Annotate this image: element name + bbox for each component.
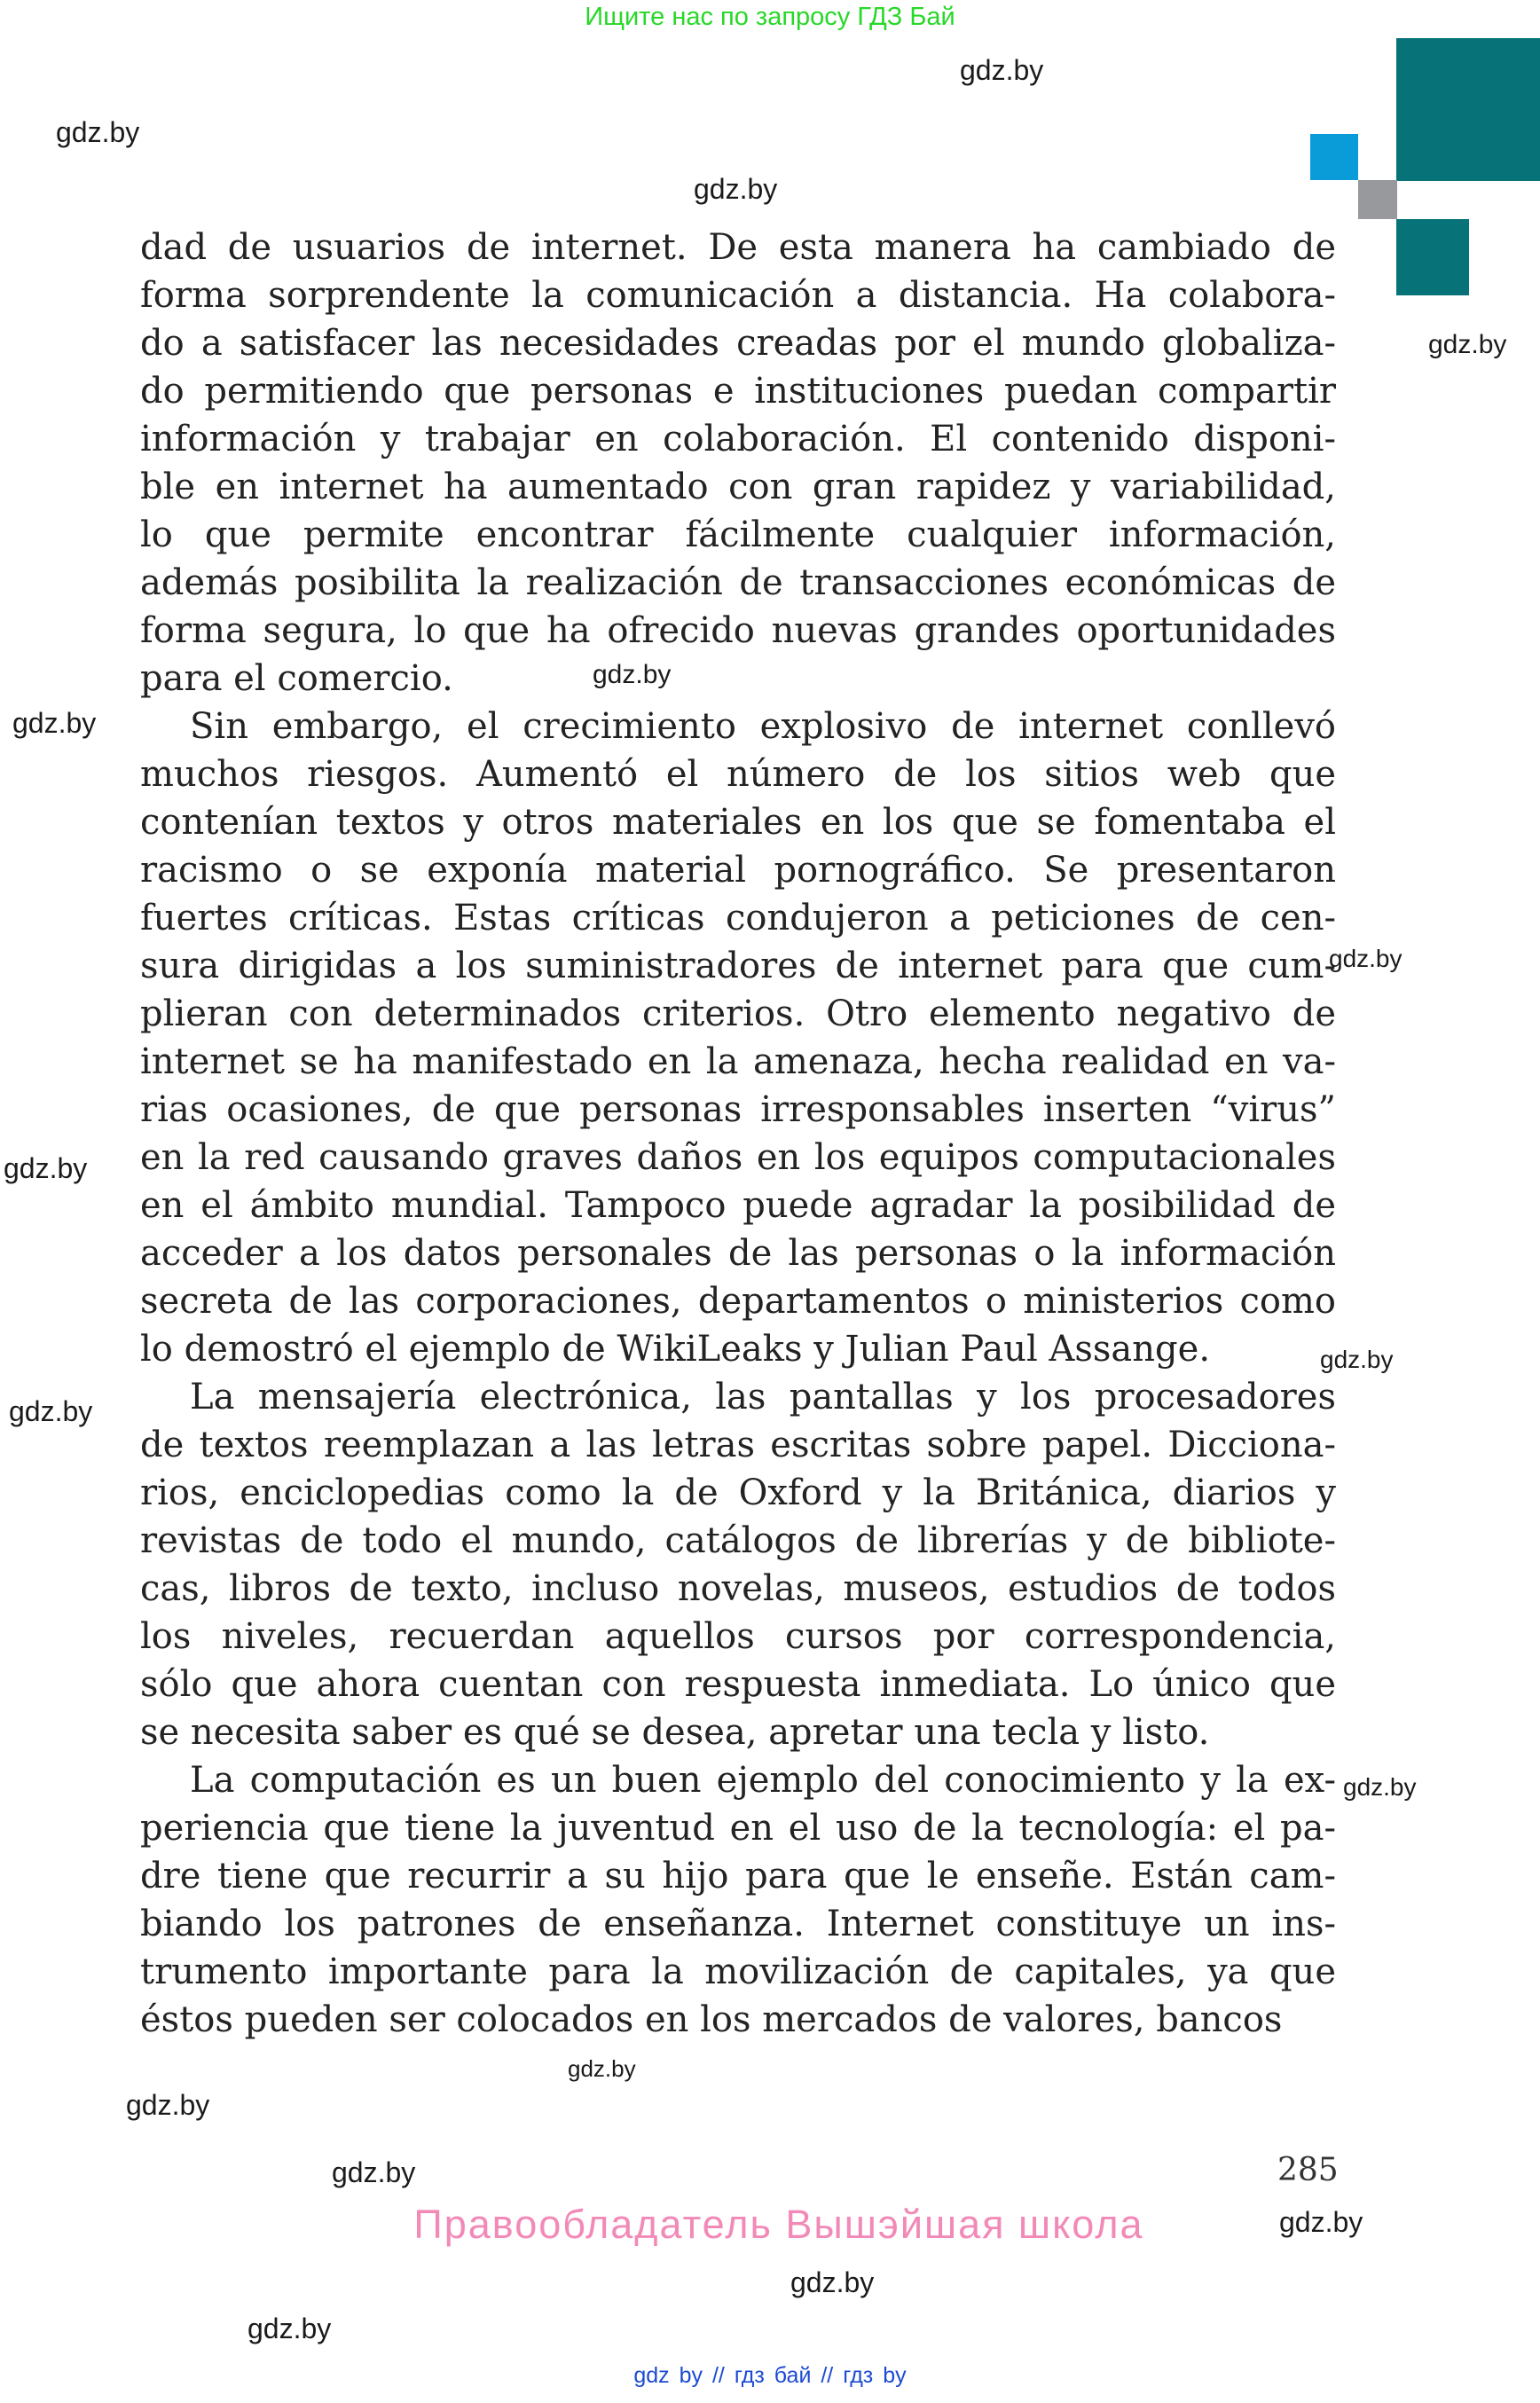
body-line: secreta de las corporaciones, departamentos o ministerios como (140, 1281, 1336, 1322)
copyright-notice: Правообладатель Вышэйшая школа (413, 2202, 1144, 2247)
body-line: internet se ha manifestado en la amenaza, hecha realidad en va- (140, 1041, 1336, 1082)
body-line: biando los patrones de enseñanza. Internet constituye un ins- (140, 1904, 1336, 1944)
watermark: gdz.by (12, 707, 97, 739)
watermark: gdz.by (960, 54, 1044, 86)
body-line: además posibilita la realización de transacciones económicas de (140, 562, 1336, 603)
body-line: lo que permite encontrar fácilmente cualquier información, (140, 514, 1336, 555)
body-line: sólo que ahora cuentan con respuesta inmediata. Lo único que (140, 1664, 1336, 1705)
body-line: forma sorprendente la comunicación a distancia. Ha colabora- (140, 275, 1336, 316)
body-line: dad de usuarios de internet. De esta manera ha cambiado de (140, 227, 1336, 268)
body-line: se necesita saber es qué se desea, apretar una tecla y listo. (140, 1712, 1210, 1753)
body-line: plieran con determinados criterios. Otro elemento negativo de (140, 993, 1336, 1034)
decor-square-teal-small (1396, 219, 1469, 295)
body-line: ble en internet ha aumentado con gran rapidez y variabilidad, (140, 467, 1336, 507)
watermark: gdz.by (126, 2089, 210, 2121)
decor-square-gray (1358, 180, 1397, 219)
body-line: lo demostró el ejemplo de WikiLeaks y Julian Paul Assange. (140, 1329, 1211, 1370)
body-line: dre tiene que recurrir a su hijo para que le enseñe. Están cam- (140, 1856, 1336, 1896)
watermark: gdz.by (1428, 330, 1507, 359)
body-line: La mensajería electrónica, las pantallas y los procesadores (190, 1377, 1336, 1417)
body-line: trumento importante para la movilización de capitales, ya que (140, 1951, 1336, 1992)
body-line: racismo o se exponía material pornográfico. Se presentaron (140, 850, 1336, 891)
body-line: rias ocasiones, de que personas irresponsables inserten “virus” (140, 1089, 1336, 1130)
decor-square-teal-large (1396, 38, 1540, 181)
watermark: gdz.by (4, 1152, 88, 1184)
body-line: contenían textos y otros materiales en los que se fomentaba el (140, 802, 1336, 843)
watermark: gdz.by (593, 660, 672, 689)
body-line: sura dirigidas a los suministradores de internet para que cum- (140, 946, 1336, 986)
body-line: forma segura, lo que ha ofrecido nuevas grandes oportunidades (140, 610, 1336, 651)
body-line: muchos riesgos. Aumentó el número de los sitios web que (140, 754, 1336, 795)
watermark: gdz.by (1320, 1346, 1394, 1373)
body-line: revistas de todo el mundo, catálogos de librerías y de bibliote- (140, 1520, 1336, 1561)
body-line: do a satisfacer las necesidades creadas por el mundo globaliza- (140, 323, 1336, 364)
watermark: gdz.by (790, 2266, 875, 2298)
body-line: información y trabajar en colaboración. El contenido disponi- (140, 419, 1336, 459)
watermark: gdz.by (56, 116, 140, 148)
watermark: gdz.by (248, 2313, 332, 2344)
body-line: los niveles, recuerdan aquellos cursos por correspondencia, (140, 1616, 1336, 1657)
body-line: éstos pueden ser colocados en los mercados de valores, bancos (140, 1999, 1283, 2040)
body-line: periencia que tiene la juventud en el uso de la tecnología: el pa- (140, 1808, 1336, 1849)
footer-links[interactable]: gdz by // гдз бай // гдз by (633, 2363, 907, 2388)
body-line: acceder a los datos personales de las personas o la información (140, 1233, 1336, 1274)
decor-square-blue (1310, 134, 1358, 180)
body-line: fuertes críticas. Estas críticas condujeron a peticiones de cen- (140, 898, 1336, 938)
page-number: 285 (1277, 2152, 1339, 2188)
watermark: gdz.by (694, 173, 778, 205)
scanned-text-block (140, 224, 1336, 2044)
promo-text: Ищите нас по запросу ГДЗ Бай (585, 3, 955, 31)
watermark: gdz.by (1279, 2206, 1363, 2238)
watermark: gdz.by (568, 2055, 636, 2082)
body-line: cas, libros de texto, incluso novelas, museos, estudios de todos (140, 1568, 1336, 1609)
body-line: para el comercio. (140, 658, 453, 699)
body-line: de textos reemplazan a las letras escritas sobre papel. Dicciona- (140, 1425, 1336, 1465)
watermark: gdz.by (9, 1395, 93, 1427)
body-line: rios, enciclopedias como la de Oxford y la Británica, diarios y (140, 1472, 1336, 1513)
body-line: en el ámbito mundial. Tampoco puede agradar la posibilidad de (140, 1185, 1336, 1226)
body-line: en la red causando graves daños en los equipos computacionales (140, 1137, 1336, 1178)
watermark: gdz.by (1329, 945, 1402, 972)
body-line: do permitiendo que personas e instituciones puedan compartir (140, 371, 1336, 412)
body-line: La computación es un buen ejemplo del conocimiento y la ex- (190, 1760, 1336, 1801)
watermark: gdz.by (1343, 1773, 1417, 1801)
watermark: gdz.by (332, 2156, 416, 2188)
body-line: Sin embargo, el crecimiento explosivo de internet conllevó (190, 706, 1336, 747)
